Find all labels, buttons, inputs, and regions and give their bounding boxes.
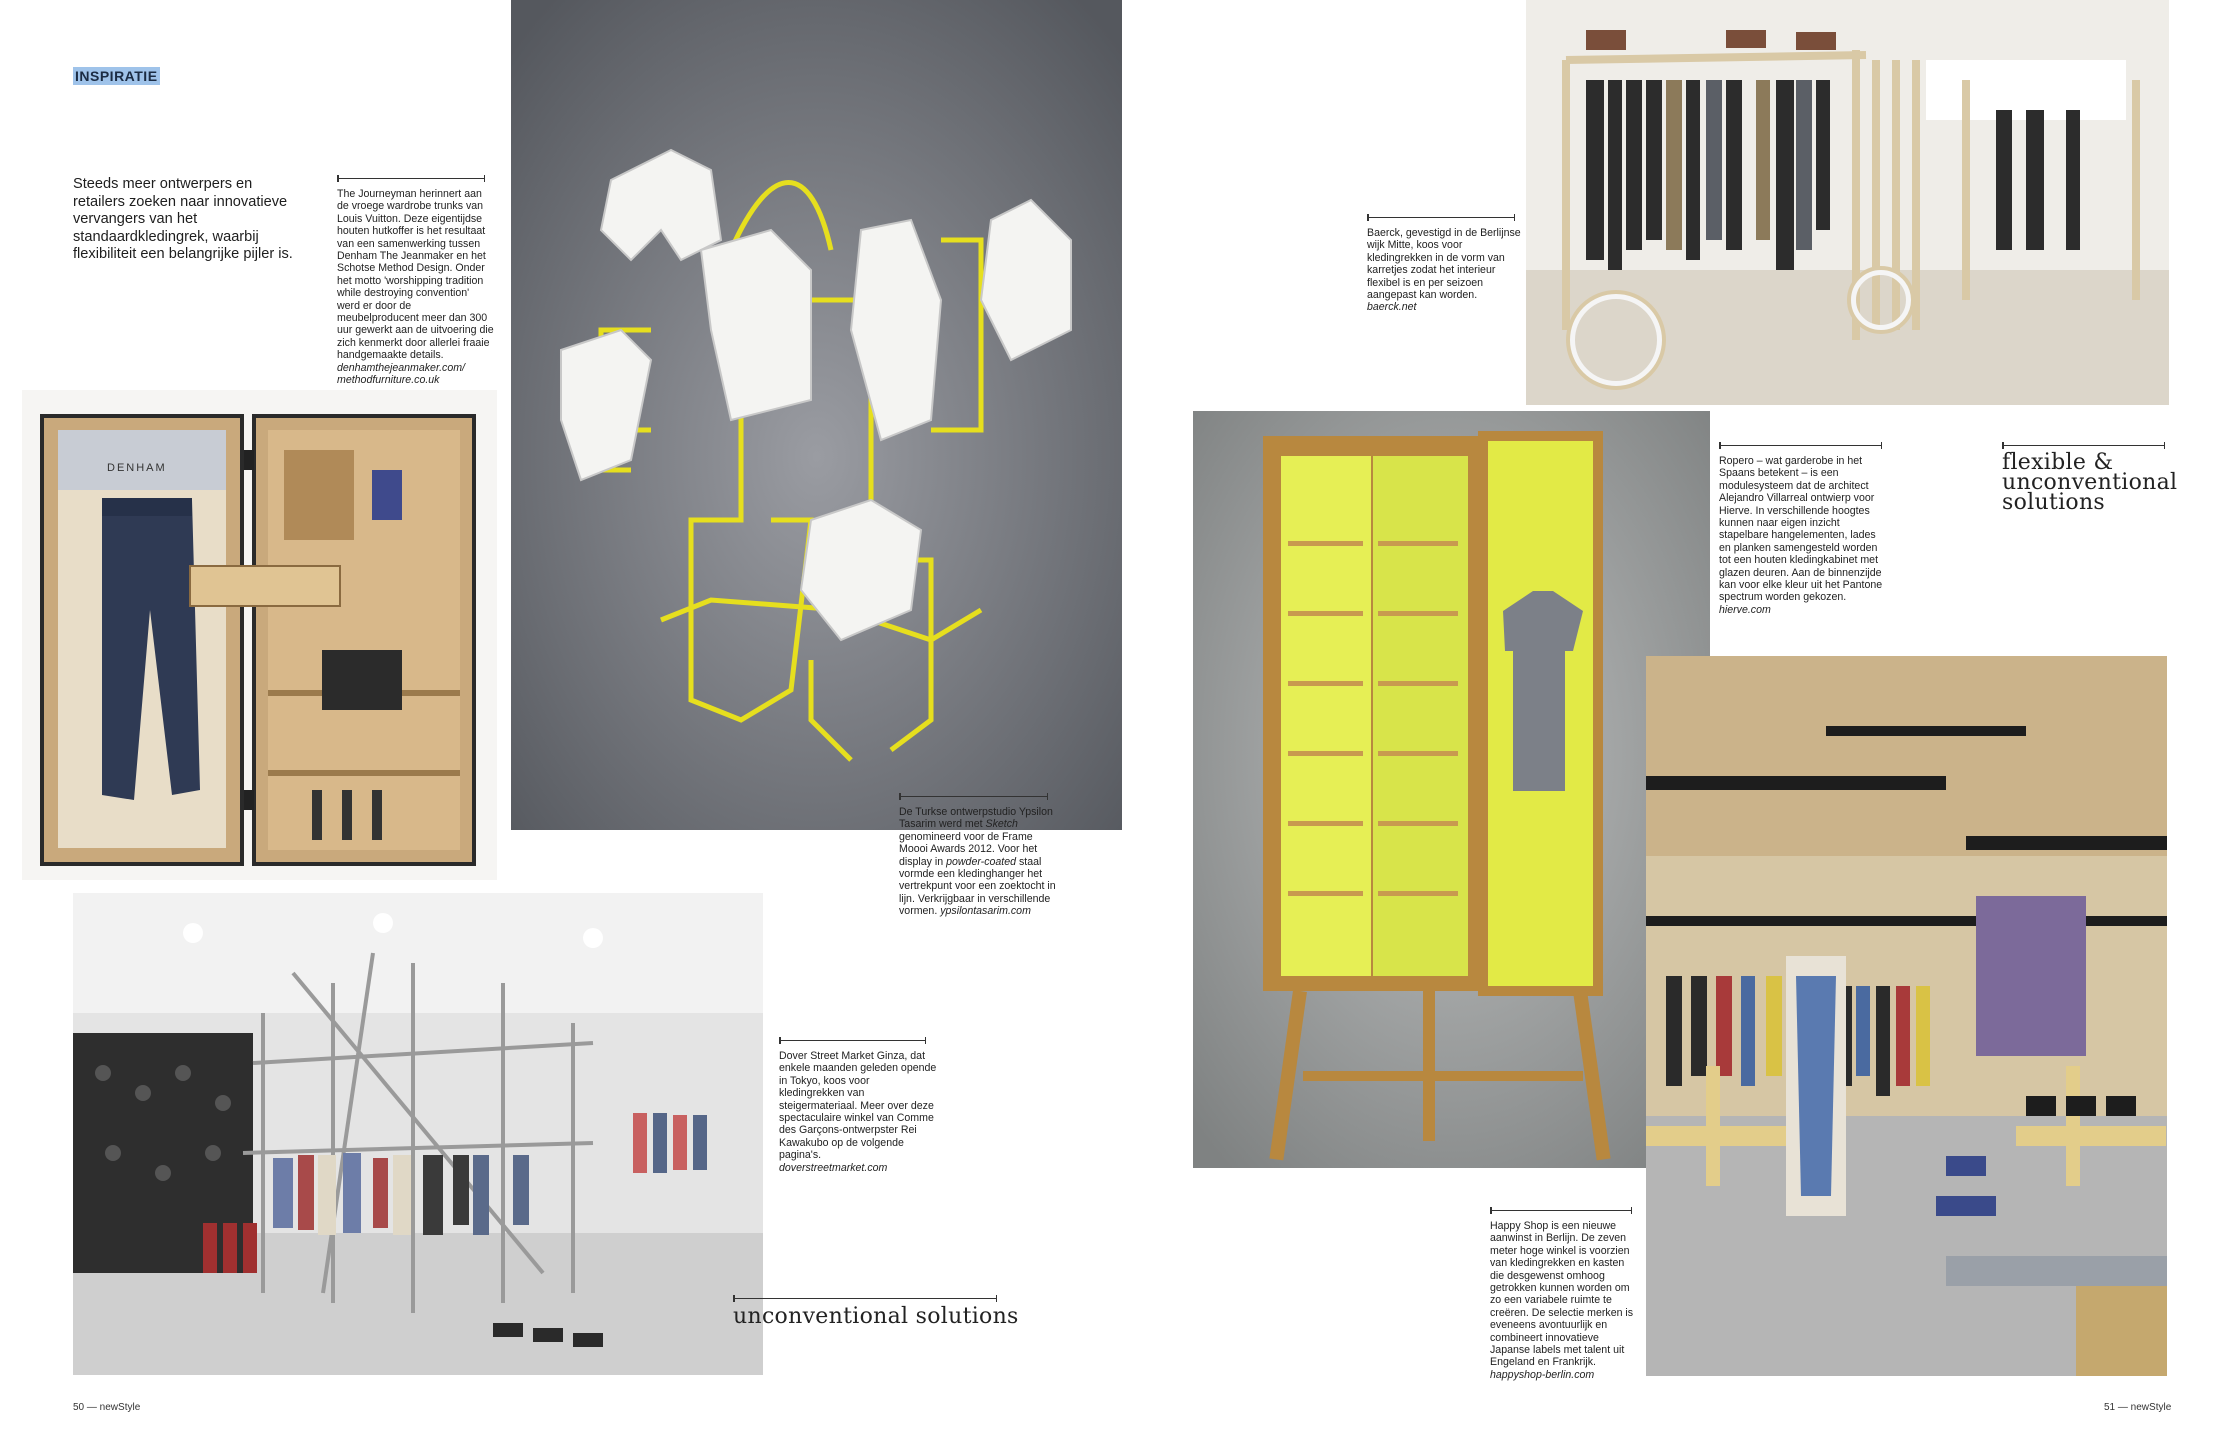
- caption-rule: [899, 796, 1048, 797]
- caption-text: staal vormde een kledinghanger het vertrekpunt voor een zoektocht in lijn. Verkrijgbaar in verschillende vormen.: [899, 855, 1056, 918]
- photo-ypsilon-sketch: [511, 0, 1122, 830]
- caption-rule: [337, 178, 485, 179]
- caption-ropero: [1719, 455, 1887, 616]
- caption-rule: [1367, 217, 1515, 218]
- caption-rule: [779, 1040, 926, 1041]
- caption-italic: Sketch: [985, 818, 1018, 831]
- caption-ypsilon: [899, 806, 1059, 918]
- section-tag: INSPIRATIE: [75, 68, 158, 84]
- caption-text: De Turkse ontwerpstudio Ypsilon Tasarim werd met: [899, 806, 1053, 831]
- caption-text: Baerck, gevestigd in de Berlijnse wijk Mitte, koos voor kledingrekken in de vorm van karretjes zodat het interieur flexibel is en per seizoen aangepast kan worden.: [1367, 227, 1521, 302]
- photo-journeyman-trunk: [22, 390, 497, 880]
- caption-link[interactable]: happyshop-berlin.com: [1490, 1368, 1595, 1381]
- caption-rule: [1490, 1210, 1632, 1211]
- caption-text: Happy Shop is een nieuwe aanwinst in Berlijn. De zeven meter hoge winkel is voorzien van kledingrekken en kasten die desgewenst omhoog getrokken kunnen worden om zo een variabele ruimte te creëren. De selectie merken is eveneens avontuurlijk en combineert innovatieve Japanse labels met talent uit Engeland en Frankrijk.: [1490, 1220, 1634, 1369]
- headline-left: unconventional solutions: [733, 1304, 1019, 1329]
- caption-text: The Journeyman herinnert aan de vroege wardrobe trunks van Louis Vuitton. Deze eigentijdse houten hutkoffer is het resultaat van een samenwerking tussen Denham The Jeanmaker en het Schotse Method Design. Onder het motto 'worshipping tradition while destroying convention' werd er door de meubelproducent meer dan 300 uur gewerkt aan de uitvoering die zich kenmerkt door allerlei fraaie handgemaakte details.: [337, 188, 494, 362]
- caption-text: genomineerd voor de Frame Moooi Awards 2012. Voor het display in: [899, 830, 1038, 868]
- caption-rule: [1719, 445, 1882, 446]
- caption-happy-shop: [1490, 1220, 1640, 1381]
- caption-italic: powder-coated: [946, 855, 1017, 868]
- caption-dover: [779, 1050, 937, 1174]
- caption-baerck: [1367, 227, 1527, 314]
- photo-dover-street-market: [73, 893, 763, 1375]
- trunk-label: DENHAM: [107, 462, 167, 474]
- caption-link[interactable]: doverstreetmarket.com: [779, 1161, 888, 1174]
- caption-link[interactable]: baerck.net: [1367, 301, 1417, 314]
- headline-rule: [733, 1298, 997, 1299]
- folio-left: 50 — newStyle: [73, 1402, 141, 1413]
- photo-baerck: [1526, 0, 2169, 405]
- intro-paragraph: Steeds meer ontwerpers en retailers zoeken naar innovatieve vervangers van het standaardkledingrek, waarbij flexibiliteit een belangrijke pijler is.: [73, 176, 293, 263]
- folio-right: 51 — newStyle: [2104, 1402, 2172, 1413]
- caption-link[interactable]: methodfurniture.co.uk: [337, 374, 440, 387]
- caption-link[interactable]: ypsilontasarim.com: [940, 905, 1031, 918]
- caption-text: Dover Street Market Ginza, dat enkele maanden geleden opende in Tokyo, koos voor kledingrekken van steigermateriaal. Meer over deze spectaculaire winkel van Comme des Garçons-ontwerpster Rei Kawakubo op de volgende pagina's.: [779, 1050, 937, 1162]
- caption-link[interactable]: hierve.com: [1719, 603, 1771, 616]
- caption-text: Ropero – wat garderobe in het Spaans betekent – is een modulesysteem dat de architect Alejandro Villarreal ontwierp voor Hierve. In verschillende hoogtes kunnen naar eigen inzicht stapelbare hangelementen, lades en planken samengesteld worden tot een houten kledingkabinet met glazen deuren. Aan de binnenzijde kan voor elke kleur uit het Pantone spectrum worden gekozen.: [1719, 455, 1883, 604]
- headline-right: flexible & unconventional solutions: [2002, 450, 2178, 515]
- headline-rule: [2002, 445, 2165, 446]
- photo-ropero: [1193, 411, 1710, 1168]
- caption-link[interactable]: denhamthejeanmaker.com/: [337, 361, 465, 374]
- photo-happy-shop: [1646, 656, 2167, 1376]
- caption-journeyman: [337, 188, 495, 387]
